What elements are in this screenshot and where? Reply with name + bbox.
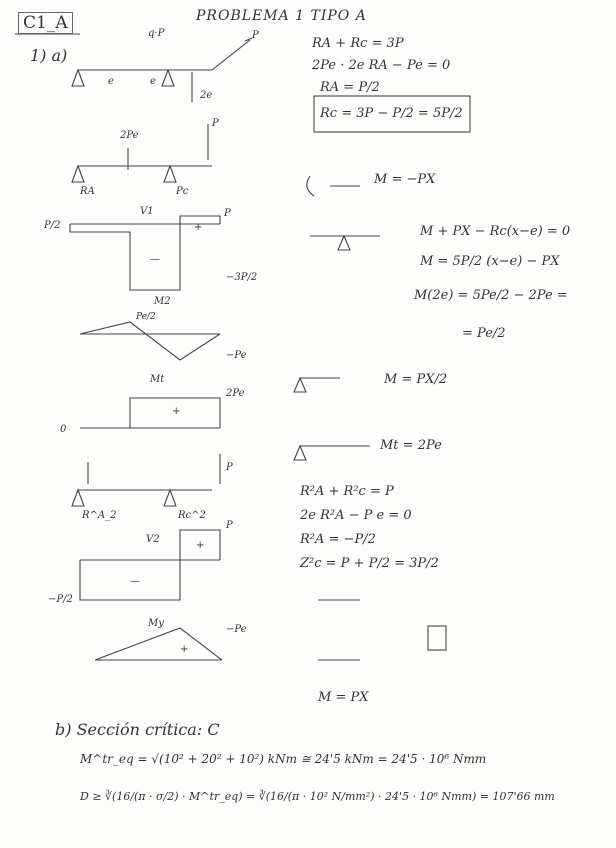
my-plus: + [180,644,189,655]
part-b-label: b) Sección crítica: C [55,720,220,739]
v2-plus: + [196,540,205,551]
eq-low-1: R²A + R²c = P [300,484,394,499]
mt-plus: + [172,406,181,417]
stress-element [428,626,446,650]
load-q-label: q·P [148,28,165,39]
part-b-meq: M^tr_eq = √(10² + 20² + 10²) kNm ≅ 24'5 kNm = 24'5 · 10⁶ Nmm [80,752,487,766]
eq-top-3: RA = P/2 [320,80,380,95]
span-e-2: e [150,76,156,87]
support-C-1 [162,70,174,86]
v1-minus: — [150,254,160,265]
page-title: PROBLEMA 1 TIPO A [196,8,367,24]
eq-top-4: Rc = 3P − P/2 = 5P/2 [320,106,463,121]
v1-neg-3P2: −3P/2 [226,272,258,283]
mt-label: Mt [150,374,165,385]
load-P-2: P [212,118,219,129]
reaction-RA: RA [80,186,95,197]
reaction-Pc: Pc [176,186,189,197]
m2-label: M2 [154,296,171,307]
v1-label: V1 [140,206,154,217]
m2-neg-Pe: −Pe [226,350,247,361]
part-a-label: 1) a) [30,46,68,65]
load-P-diagonal [212,40,250,70]
support-A-1 [72,70,84,86]
part-b-diameter: D ≥ ∛(16/(π · σ/2) · M^tr_eq) = ∛(16/(π · 10² N/mm²) · 24'5 · 10⁶ Nmm) = 107'66 mm [80,790,555,803]
my-neg-Pe: −Pe [226,624,247,635]
eq-low-2: 2e R²A − P e = 0 [300,508,412,523]
v2-label: V2 [146,534,160,545]
m2-plot [80,322,220,360]
eq-mid-6: M = PX/2 [384,372,448,387]
eq-mid-7: Mt = 2Pe [380,438,442,453]
span-e-1: e [108,76,114,87]
load-P-label: P [252,30,259,41]
reaction-Rc2: Rc^2 [178,510,206,521]
eq-mid-3: M = 5P/2 (x−e) − PX [420,254,560,269]
eq-mid-4: M(2e) = 5Pe/2 − 2Pe = [414,288,568,303]
eq-low-4: Z²c = P + P/2 = 3P/2 [300,556,439,571]
eq-top-1: RA + Rc = 3P [312,36,404,51]
v2-minus: — [130,576,140,587]
my-plot [95,628,222,660]
moment-arc-1 [307,176,314,196]
eq-mid-1: M = −PX [374,172,436,187]
v2-neg-P-over-2: −P/2 [48,594,73,605]
m2-Pe2: Pe/2 [136,312,156,322]
eq-low-3: R²A = −P/2 [300,532,376,547]
mt-plot [80,398,220,428]
reaction-RA2: R^A_2 [82,510,117,521]
v1-plus: + [194,222,203,233]
v1-P: P [224,208,231,219]
my-label: My [148,618,164,629]
load-P-3: P [226,462,233,473]
mt-zero: 0 [60,424,67,435]
load-2P: 2Pe [120,130,139,141]
eq-top-2: 2Pe · 2e RA − Pe = 0 [312,58,451,73]
eq-low-5: M = PX [318,690,369,705]
v1-P-over-2: P/2 [44,220,61,231]
eq-mid-2: M + PX − Rc(x−e) = 0 [420,224,571,239]
v2-P: P [226,520,233,531]
eq-mid-5: = Pe/2 [462,326,506,341]
mt-2Pe: 2Pe [226,388,245,399]
exam-id: C1_A [18,12,73,34]
span-2e-label: 2e [200,90,213,101]
